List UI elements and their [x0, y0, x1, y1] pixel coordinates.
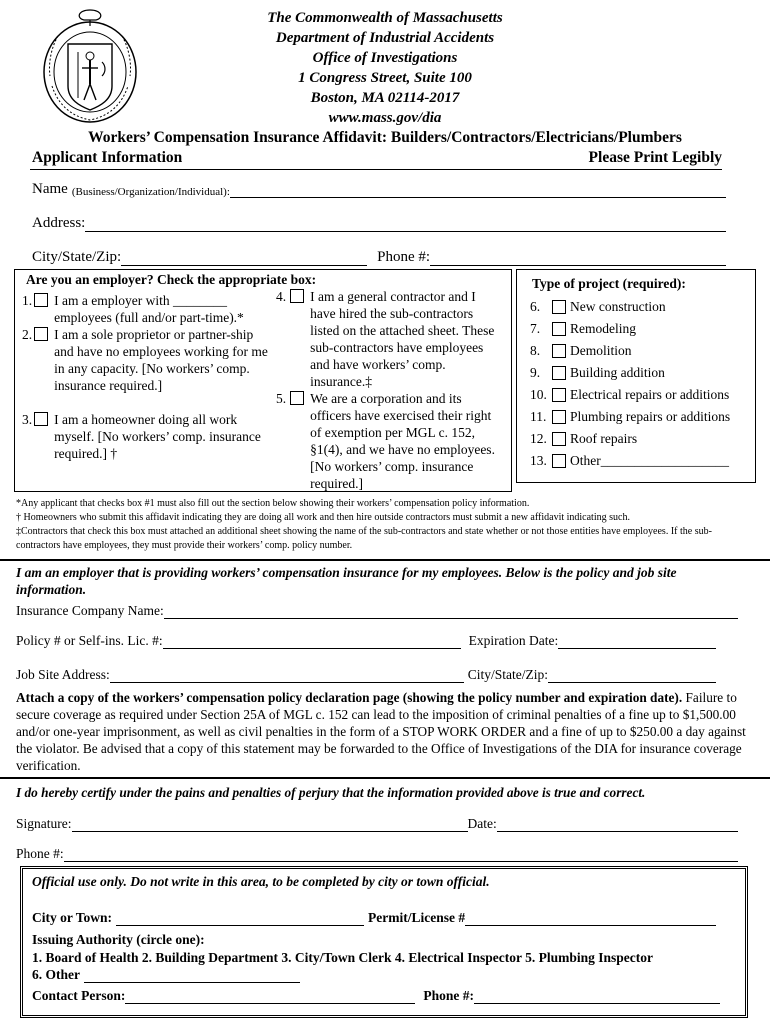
footnote-2: † Homeowners who submit this affidavit indicating they are doing all work and then hire outside contractors must submit a new affidavit indicating such. [16, 512, 630, 523]
certify-phone-field[interactable] [64, 847, 738, 862]
official-city-label: City or Town: [32, 910, 113, 925]
checkbox-option-6[interactable] [552, 300, 566, 314]
address-label: Address: [32, 215, 86, 231]
job-site-address-field[interactable] [110, 668, 464, 683]
other-authority-field[interactable] [84, 968, 300, 983]
expiration-date-label: Expiration Date: [468, 633, 559, 648]
insurance-company-field[interactable] [164, 604, 738, 619]
project-options [530, 296, 752, 472]
header-line-1: The Commonwealth of Massachusetts [267, 10, 503, 26]
official-city-field[interactable] [116, 911, 364, 926]
policy-number-field[interactable] [163, 634, 461, 649]
job-site-city-field[interactable] [548, 668, 716, 683]
checkbox-option-10[interactable] [552, 388, 566, 402]
signature-field[interactable] [72, 817, 468, 832]
employer-option-1: 1. I am a employer with ________ employees (full and/or part-time).* [22, 293, 244, 325]
project-heading: Type of project (required): [532, 276, 686, 291]
city-state-zip-field[interactable] [121, 251, 367, 266]
footnote-3: ‡Contractors that check this box must attached an additional sheet showing the name of the sub-contractors and state whether or not those entities have employees. If the sub-contractors have employees, they must provide their workers’ comp. policy number. [16, 526, 712, 551]
name-sublabel: (Business/Organization/Individual): [71, 186, 230, 198]
header-line-6: www.mass.gov/dia [328, 110, 442, 126]
contact-person-label: Contact Person: [32, 988, 126, 1003]
permit-license-label: Permit/License # [368, 910, 466, 925]
checkbox-option-13[interactable] [552, 454, 566, 468]
checkbox-option-3[interactable] [34, 412, 48, 426]
checkbox-option-12[interactable] [552, 432, 566, 446]
project-option-12: 12. Roof repairs [530, 431, 638, 446]
issuing-authority-label: Issuing Authority (circle one): [32, 932, 205, 947]
job-site-city-label: City/State/Zip: [467, 667, 549, 682]
phone-label: Phone #: [377, 249, 431, 265]
attach-notice [16, 689, 752, 774]
checkbox-option-5[interactable] [290, 391, 304, 405]
contact-person-field[interactable] [125, 989, 415, 1004]
signature-label: Signature: [16, 816, 72, 831]
header-line-2: Department of Industrial Accidents [275, 30, 495, 46]
employer-option-5: 5. We are a corporation and its officers have exercised their right of exemption per MGL c. 152, §1(4), and we have no employees. [No workers’ comp. insurance required.] [276, 391, 495, 491]
employer-heading: Are you an employer? Check the appropriate box: [26, 272, 317, 287]
employer-option-2: 2. I am a sole proprietor or partner-ship and have no employees working for me in any capacity. [No workers’ comp. insurance required.] [22, 327, 268, 393]
certification-statement: I do hereby certify under the pains and penalties of perjury that the information provided above is true and correct. [16, 785, 646, 800]
issuing-authority-options: 1. Board of Health 2. Building Department 3. City/Town Clerk 4. Electrical Inspector 5. Plumbing Inspector [32, 950, 653, 965]
policy-number-label: Policy # or Self-ins. Lic. #: [16, 633, 163, 648]
project-option-9: 9. Building addition [530, 365, 665, 380]
form-title: Workers’ Compensation Insurance Affidavit: Builders/Contractors/Electricians/Plumbers [88, 129, 682, 146]
footnotes [16, 497, 756, 553]
date-label: Date: [467, 816, 497, 831]
official-phone-label: Phone #: [423, 988, 474, 1003]
checkbox-option-9[interactable] [552, 366, 566, 380]
name-field[interactable] [230, 183, 726, 198]
official-phone-field[interactable] [474, 989, 720, 1004]
footnote-1: *Any applicant that checks box #1 must also fill out the section below showing their workers’ compensation policy information. [16, 498, 530, 509]
permit-license-field[interactable] [465, 911, 716, 926]
penalty-notice: Failure to secure coverage as required under Section 25A of MGL c. 152 can lead to the imposition of criminal penalties of a fine up to $1,500.00 and/or one-year imprisonment, as well as civil penalties in the form of a STOP WORK ORDER and a fine of up to $250.00 a day against the violator. Be advised that a copy of this statement may be forwarded to the Office of Investigations of the DIA for insurance coverage verification. [16, 690, 746, 773]
print-legibly-note: Please Print Legibly [588, 149, 722, 166]
job-site-address-label: Job Site Address: [16, 667, 110, 682]
section-applicant-info: Applicant Information [32, 149, 183, 166]
expiration-date-field[interactable] [558, 634, 716, 649]
insurance-company-label: Insurance Company Name: [16, 603, 164, 618]
project-option-10: 10. Electrical repairs or additions [530, 387, 730, 402]
certify-phone-label: Phone #: [16, 846, 64, 861]
checkbox-option-4[interactable] [290, 289, 304, 303]
name-label: Name [32, 181, 68, 197]
checkbox-option-7[interactable] [552, 322, 566, 336]
header-line-3: Office of Investigations [312, 50, 458, 66]
project-option-7: 7. Remodeling [530, 321, 636, 336]
insurance-heading: I am an employer that is providing workers’ compensation insurance for my employees. Below is the policy and job site information. [16, 565, 677, 597]
header-line-4: 1 Congress Street, Suite 100 [298, 70, 472, 86]
other-authority-label: 6. Other [32, 967, 80, 982]
official-use-heading: Official use only. Do not write in this area, to be completed by city or town official. [32, 874, 490, 889]
project-option-6: 6. New construction [530, 299, 666, 314]
employer-option-4: 4. I am a general contractor and I have hired the sub-contractors listed on the attached sheet. These sub-contractors have employees and have workers’ comp. insurance.‡ [276, 289, 495, 389]
checkbox-option-1[interactable] [34, 293, 48, 307]
project-option-13: 13. Other___________________ [530, 453, 729, 468]
checkbox-option-8[interactable] [552, 344, 566, 358]
city-state-zip-label: City/State/Zip: [32, 249, 122, 265]
phone-field[interactable] [430, 251, 726, 266]
checkbox-option-2[interactable] [34, 327, 48, 341]
header-line-5: Boston, MA 02114-2017 [310, 90, 460, 106]
employer-option-3: 3. I am a homeowner doing all work myself. [No workers’ comp. insurance required.] † [22, 412, 261, 461]
project-option-11: 11. Plumbing repairs or additions [530, 409, 731, 424]
date-field[interactable] [497, 817, 738, 832]
checkbox-option-11[interactable] [552, 410, 566, 424]
address-field[interactable] [85, 217, 726, 232]
project-option-8: 8. Demolition [530, 343, 632, 358]
attach-instruction: Attach a copy of the workers’ compensation policy declaration page (showing the policy number and expiration date). [16, 690, 683, 705]
